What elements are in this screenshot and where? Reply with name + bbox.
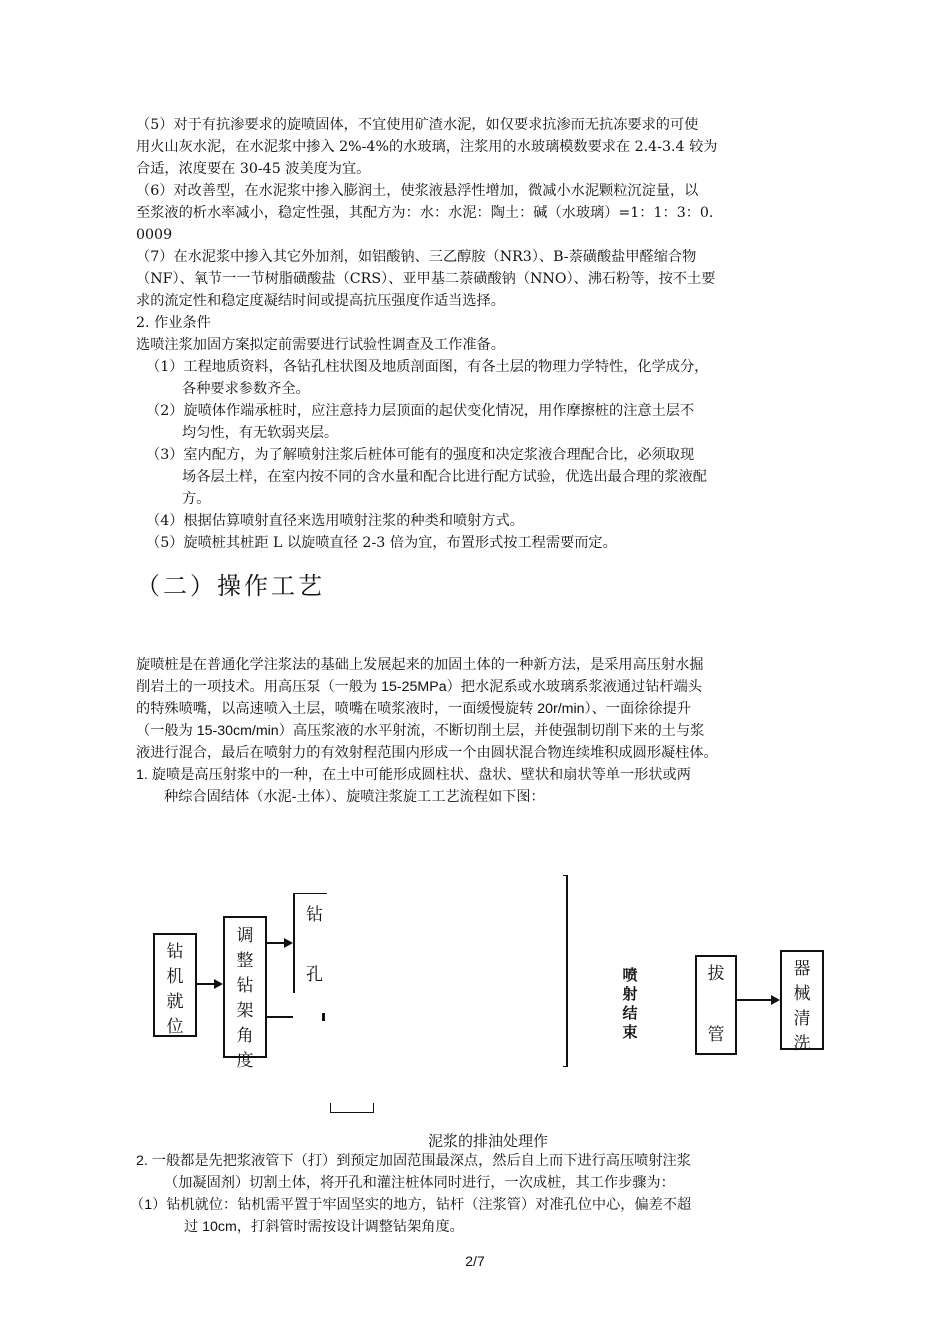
- flow-cut-caption: 泥浆的排油处理作: [428, 1132, 549, 1150]
- intro-line-2: 削岩土的一项技术。用高压泵（一般为 15-25MPa）把水泥系或水玻璃系浆液通过钻杆端头: [136, 679, 702, 695]
- flow-cut-caption-clip: [420, 1128, 620, 1150]
- flow-box-pull-pipe-char-1: 拔: [707, 964, 725, 984]
- item-2-line-4: 过 10cm，打斜管时需按设计调整钻架角度。: [184, 1219, 464, 1235]
- flow-box-adjust-angle-label: 调整钻架角度: [236, 926, 254, 1071]
- para-6-line-1: （6）对改善型，在水泥浆中掺入膨润土，使浆液悬浮性增加，微减小水泥颗粒沉淀量，以: [136, 183, 699, 199]
- flow-divider-tick-top: [563, 875, 568, 876]
- para-6-line-3: 0009: [136, 227, 173, 243]
- item-1-line-1: 1. 旋喷是高压射浆中的一种，在土中可能形成圆柱状、盘状、壁状和扇状等单一形状或两: [136, 767, 691, 783]
- flow-box-drill-positioning: [153, 933, 197, 1037]
- item-2-line-2: （加凝固剂）切割土体，将开孔和灌注桩体同时进行，一次成桩，其工作步骤为：: [164, 1175, 675, 1191]
- work-conditions-title: 2. 作业条件: [136, 315, 211, 331]
- flow-cut-mark: [322, 1013, 325, 1021]
- arrow-right-icon: [737, 993, 781, 1007]
- flow-connector-line: [267, 1016, 293, 1018]
- page-number: 2/7: [465, 1253, 485, 1269]
- work-item-1-cont: 各种要求参数齐全。: [182, 381, 310, 397]
- para-6-line-2: 至浆液的析水率减小，稳定性强，其配方为：水：水泥：陶土：碱（水玻璃）=1：1：3：0.: [136, 205, 714, 221]
- arrow-right-icon: [267, 936, 294, 950]
- work-item-3-cont-1: 场各层土样，在室内按不同的含水量和配合比进行配方试验，优选出最合理的浆液配: [182, 469, 707, 485]
- flow-drill-char-1: 钻: [306, 905, 323, 925]
- intro-line-5: 液进行混合，最后在喷射力的有效射程范围内形成一个由圆状混合物连续堆积成圆形凝柱体。: [136, 745, 718, 761]
- flow-box-pull-pipe-char-2: 管: [707, 1025, 725, 1045]
- flow-spray-end: 喷射结束: [622, 967, 638, 1041]
- flow-drill-top-edge: [293, 893, 327, 894]
- item-1-line-2: 种综合固结体（水泥-土体）、旋喷注浆旋工工艺流程如下图：: [164, 789, 545, 805]
- flow-bracket-right: [373, 1103, 374, 1113]
- work-item-3-cont-2: 方。: [182, 491, 211, 507]
- item-2-line-3: （1）钻机就位：钻机需平置于牢固坚实的地方，钻杆（注浆管）对准孔位中心，偏差不超: [130, 1197, 692, 1213]
- work-item-2: （2）旋喷体作端承桩时，应注意持力层顶面的起伏变化情况，用作摩擦桩的注意土层不: [146, 403, 695, 419]
- flow-box-pull-pipe: [695, 955, 737, 1055]
- work-item-4: （4）根据估算喷射直径来选用喷射注浆的种类和喷射方式。: [146, 513, 524, 529]
- para-5-line-1: （5）对于有抗渗要求的旋喷固体，不宜使用矿渣水泥，如仅要求抗渗而无抗冻要求的可使: [136, 117, 699, 133]
- item-2-line-1: 2. 一般都是先把浆液管下（打）到预定加固范围最深点，然后自上而下进行高压喷射注浆: [136, 1153, 691, 1169]
- para-5-line-3: 合适，浓度要在 30-45 波美度为宜。: [136, 161, 371, 177]
- flow-box-adjust-angle: [223, 916, 267, 1071]
- work-item-2-cont: 均匀性，有无软弱夹层。: [182, 425, 339, 441]
- para-7-line-3: 求的流定性和稳定度凝结时间或提高抗压强度作适当选择。: [136, 293, 505, 309]
- flow-divider-line: [566, 875, 568, 1067]
- para-5-line-2: 用火山灰水泥，在水泥浆中掺入 2%-4%的水玻璃，注浆用的水玻璃模数要求在 2.4-3.4 较为: [136, 139, 718, 155]
- work-item-1: （1）工程地质资料，各钻孔柱状图及地质剖面图，有各土层的物理力学特性，化学成分，: [146, 359, 709, 375]
- flow-drill-left-edge: [293, 893, 295, 993]
- flow-box-clean-equipment-label: 器械清洗: [793, 959, 811, 1054]
- para-7-line-2: （NF）、氧节一一节树脂磺酸盐（CRS）、亚甲基二萘磺酸钠（NNO）、沸石粉等，按不土要: [136, 271, 716, 287]
- flow-drill-char-2: 孔: [306, 965, 323, 985]
- arrow-right-icon: [197, 977, 224, 991]
- flow-box-drill-positioning-label: 钻机就位: [166, 942, 184, 1037]
- work-item-5: （5）旋喷桩其桩距 L 以旋喷直径 2-3 倍为宜，布置形式按工程需要而定。: [146, 535, 617, 551]
- flow-divider-tick-bottom: [563, 1066, 568, 1067]
- intro-line-4: （一般为 15-30cm/min）高压浆液的水平射流，不断切削土层，并使强制切削下来的土与浆: [136, 723, 705, 739]
- intro-line-3: 的特殊喷嘴，以高速喷入土层，喷嘴在喷浆液时，一面缓慢旋转 20r/min）、一面徐徐提升: [136, 701, 691, 717]
- intro-line-1: 旋喷桩是在普通化学注浆法的基础上发展起来的加固土体的一种新方法，是采用高压射水掘: [136, 657, 704, 673]
- flow-bracket-bottom: [330, 1112, 374, 1113]
- work-conditions-intro: 选喷注浆加固方案拟定前需要进行试验性调查及工作准备。: [136, 337, 505, 353]
- para-7-line-1: （7）在水泥浆中掺入其它外加剂，如铝酸钠、三乙醇胺（NR3）、B-萘磺酸盐甲醛缩合物: [136, 249, 697, 265]
- section-heading: （二）操作工艺: [136, 572, 325, 600]
- flow-box-clean-equipment: [780, 950, 824, 1054]
- work-item-3: （3）室内配方，为了解喷射注浆后桩体可能有的强度和决定浆液合理配合比，必须取现: [146, 447, 695, 463]
